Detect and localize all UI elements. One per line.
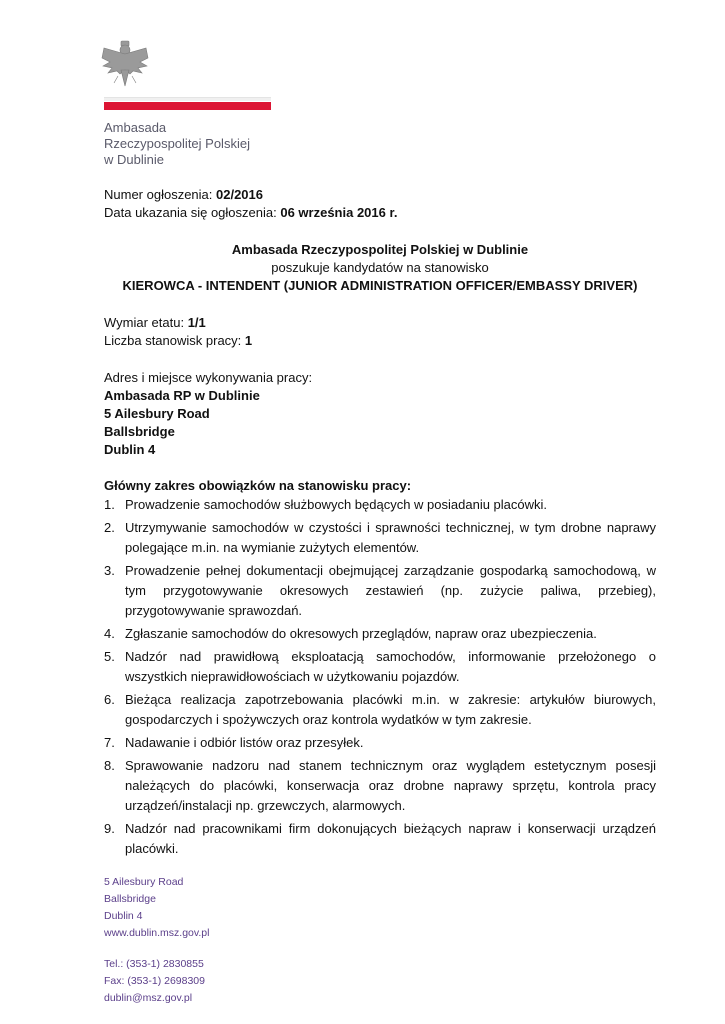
document-body [104,186,656,862]
positions-label: Liczba stanowisk pracy: [104,333,245,348]
footer-email-link[interactable]: dublin@msz.gov.pl [104,992,193,1004]
list-item-number: 8. [104,758,115,773]
embassy-name-line: w Dublinie [104,152,164,167]
list-item [104,733,656,753]
footer-address-line: Ballsbridge [104,893,156,905]
announcement-date-value: 06 września 2016 r. [280,205,398,220]
flag-stripe-white [104,97,271,101]
list-item-number: 1. [104,497,115,512]
footer-phone: Tel.: (353-1) 2830855 [104,958,204,970]
address-line: Ballsbridge [104,424,175,439]
fte [104,314,656,332]
list-item [104,624,656,644]
list-item-number: 5. [104,649,115,664]
list-item-number: 3. [104,563,115,578]
list-item-text: Nadzór nad prawidłową eksploatacją samochodów, informowanie przełożonego o wszystkich nieprawidłowościach w użytkowaniu pojazdów. [125,649,656,684]
list-item-text: Bieżąca realizacja zapotrzebowania placówki m.in. w zakresie: artykułów biurowych, gospodarczych i spożywczych oraz kontrola wydatków w tym zakresie. [125,692,656,727]
footer-address-line: 5 Ailesbury Road [104,876,184,888]
footer-address-line: Dublin 4 [104,910,143,922]
announcement-number [104,186,656,204]
address-line: Dublin 4 [104,442,156,457]
address-line: 5 Ailesbury Road [104,406,210,421]
list-item [104,495,656,515]
list-item-text: Zgłaszanie samochodów do okresowych przeglądów, napraw oraz ubezpieczenia. [125,626,597,641]
fte-value: 1/1 [187,315,206,330]
duties-list [104,495,656,859]
list-item-text: Prowadzenie pełnej dokumentacji obejmującej zarządzanie gospodarką samochodową, w tym przygotowywanie okresowych zestawień (np. zużycie paliwa, przebieg), przygotowywanie sprawozdań. [125,563,656,618]
embassy-name-line: Ambasada [104,120,167,135]
polish-eagle-emblem [100,40,150,88]
announcement-date [104,204,656,222]
list-item-text: Nadzór nad pracownikami firm dokonujących bieżących napraw i konserwacji urządzeń placówki. [125,821,656,856]
announcement-number-value: 02/2016 [216,187,263,202]
footer-website-link[interactable]: www.dublin.msz.gov.pl [104,927,210,939]
list-item-text: Sprawowanie nadzoru nad stanem technicznym oraz wyglądem estetycznym posesji należących do placówki, konserwacja oraz drobne naprawy sprzętu, kontrola pracy urządzeń/instalacji np. grzewczych, alarmowych. [125,758,656,813]
address-label: Adres i miejsce wykonywania pracy: [104,370,313,385]
list-item-text: Utrzymywanie samochodów w czystości i sprawności technicznej, w tym drobne naprawy polegające m.in. na wymianie zużytych elementów. [125,520,656,555]
title-embassy: Ambasada Rzeczypospolitej Polskiej w Dublinie [231,242,529,257]
list-item-number: 2. [104,520,115,535]
fte-label: Wymiar etatu: [104,315,188,330]
positions-count [104,332,656,350]
list-item-number: 9. [104,821,115,836]
duties-heading: Główny zakres obowiązków na stanowisku pracy: [104,478,412,493]
list-item-text: Prowadzenie samochodów służbowych będących w posiadaniu placówki. [125,497,548,512]
footer-fax: Fax: (353-1) 2698309 [104,975,205,987]
list-item [104,561,656,621]
list-item [104,756,656,816]
list-item [104,690,656,730]
positions-value: 1 [244,333,253,348]
list-item-text: Nadawanie i odbiór listów oraz przesyłek. [125,735,364,750]
address-line: Ambasada RP w Dublinie [104,388,260,403]
flag-stripe-red [104,102,271,110]
announcement-date-label: Data ukazania się ogłoszenia: [104,205,281,220]
list-item-number: 7. [104,735,115,750]
list-item [104,518,656,558]
list-item [104,819,656,859]
title-position: KIEROWCA - INTENDENT (JUNIOR ADMINISTRATION OFFICER/EMBASSY DRIVER) [122,278,638,293]
footer [104,874,209,1007]
embassy-name-line: Rzeczypospolitej Polskiej [104,136,250,151]
announcement-number-label: Numer ogłoszenia: [104,187,216,202]
list-item-number: 4. [104,626,115,641]
embassy-name [104,120,250,168]
title-subtitle: poszukuje kandydatów na stanowisko [271,260,489,275]
list-item-number: 6. [104,692,115,707]
list-item [104,647,656,687]
